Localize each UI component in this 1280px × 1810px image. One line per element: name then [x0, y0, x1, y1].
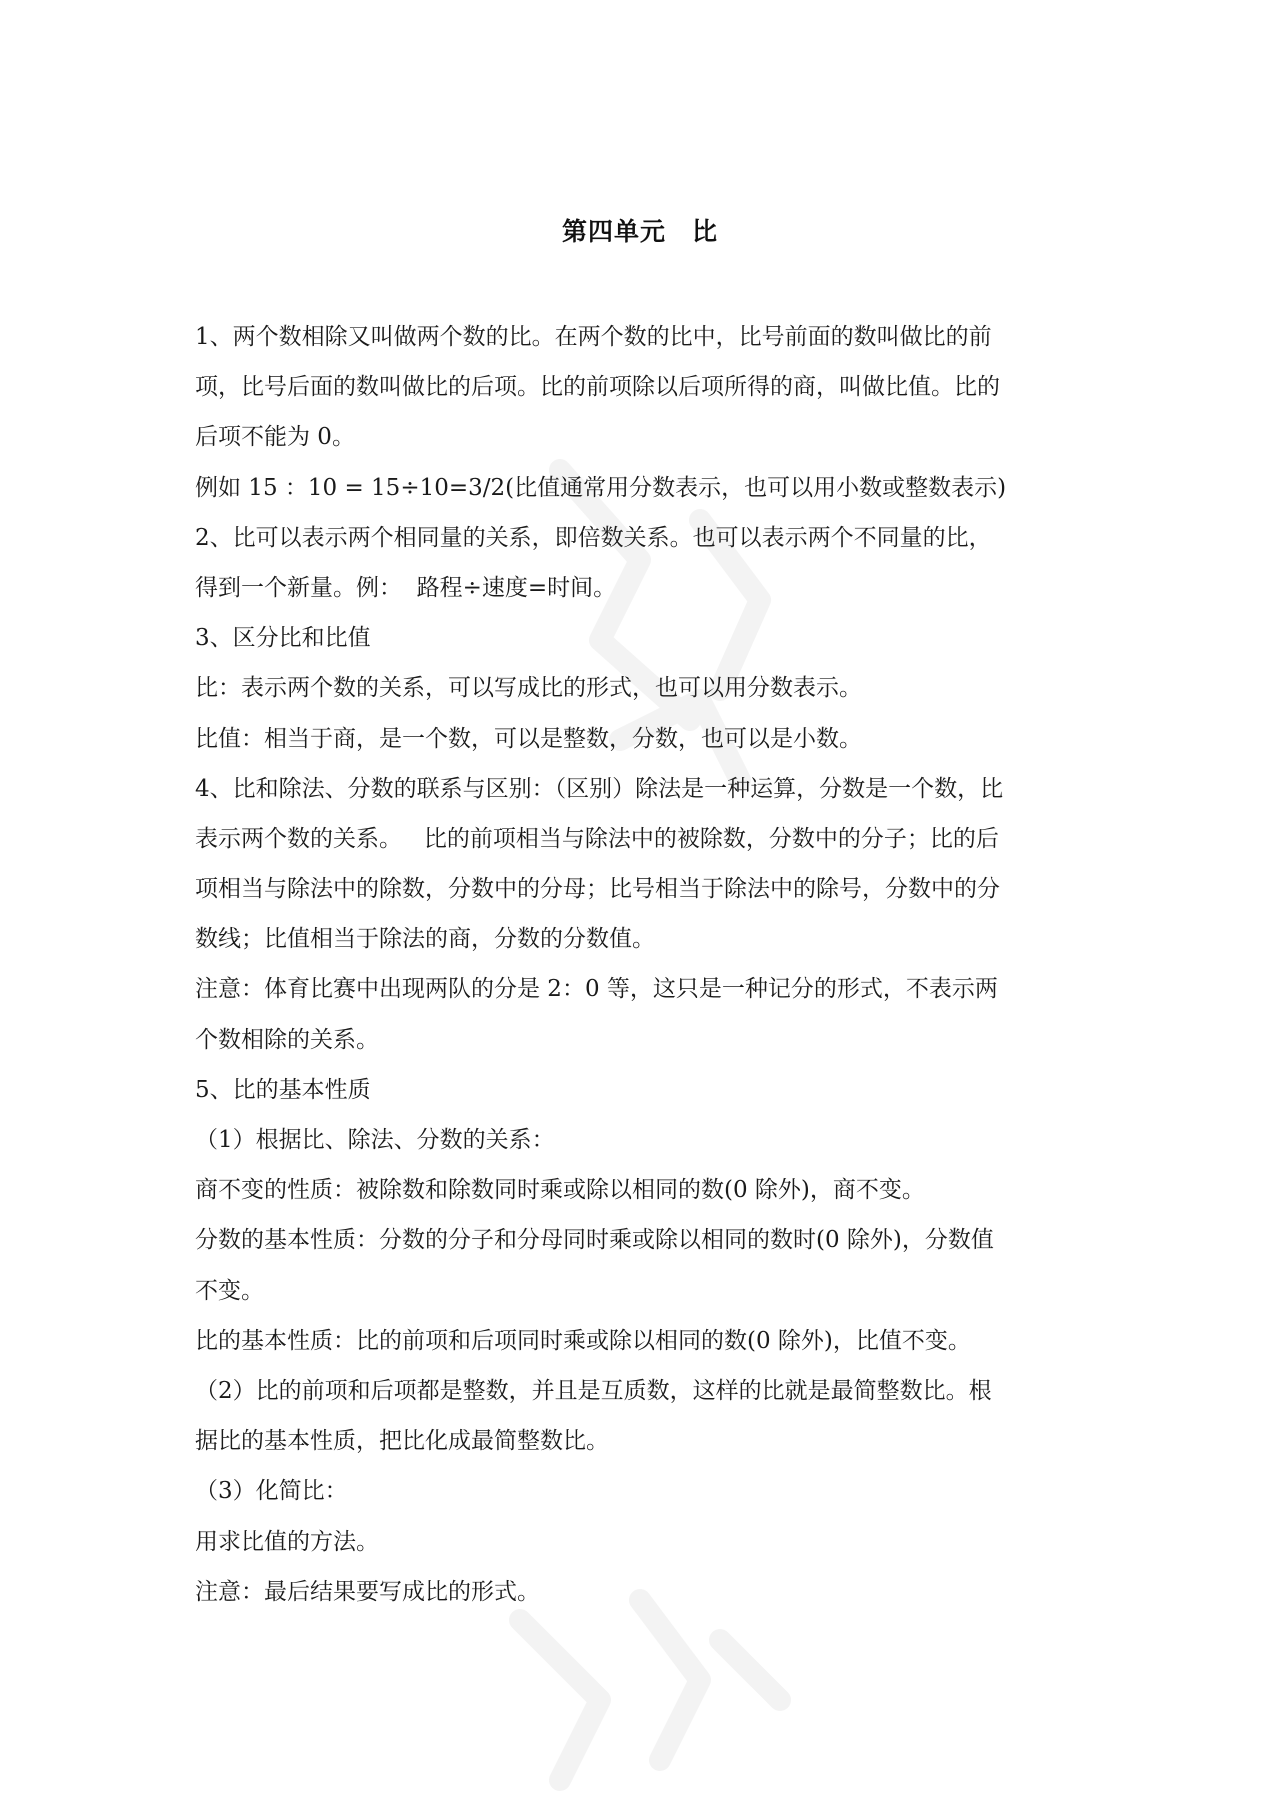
text-line: 例如 15 ：10 = 15÷10=3/2(比值通常用分数表示，也可以用小数或整数表示)	[195, 474, 1007, 501]
section-heading: 3、区分比和比值	[195, 625, 371, 652]
text-line: 2、比可以表示两个相同量的关系，即倍数关系。也可以表示两个不同量的比，	[195, 524, 992, 551]
text-line: 分数的基本性质：分数的分子和分母同时乘或除以相同的数时(0 除外)，分数值	[195, 1227, 994, 1254]
text-line: 项相当与除法中的除数，分数中的分母；比号相当于除法中的除号，分数中的分	[195, 876, 1000, 903]
text-line: 商不变的性质：被除数和除数同时乘或除以相同的数(0 除外)，商不变。	[195, 1177, 925, 1204]
text-line: 得到一个新量。例： 路程÷速度=时间。	[195, 574, 617, 601]
text-line: 注意：体育比赛中出现两队的分是 2：0 等，这只是一种记分的形式，不表示两	[195, 976, 998, 1003]
text-line: 比：表示两个数的关系，可以写成比的形式，也可以用分数表示。	[195, 675, 862, 702]
text-line: 据比的基本性质，把比化成最简整数比。	[195, 1428, 609, 1455]
text-line: 比值：相当于商，是一个数，可以是整数，分数，也可以是小数。	[195, 725, 862, 752]
text-line: 数线；比值相当于除法的商，分数的分数值。	[195, 926, 655, 953]
text-line: 不变。	[195, 1277, 264, 1304]
section-heading: 5、比的基本性质	[195, 1076, 371, 1103]
text-line: 后项不能为 0。	[195, 424, 355, 451]
text-line: （1）根据比、除法、分数的关系：	[195, 1127, 555, 1153]
text-line: （3）化简比：	[195, 1478, 348, 1505]
text-line: 用求比值的方法。	[195, 1528, 379, 1555]
text-line: 比的基本性质：比的前项和后项同时乘或除以相同的数(0 除外)，比值不变。	[195, 1327, 971, 1354]
text-line: 个数相除的关系。	[195, 1026, 379, 1053]
document-body	[195, 312, 1095, 1617]
text-line: 4、比和除法、分数的联系与区别：（区别）除法是一种运算，分数是一个数，比	[195, 775, 1004, 802]
page-title: 第四单元 比	[561, 217, 718, 246]
text-line: 表示两个数的关系。 比的前项相当与除法中的被除数，分数中的分子；比的后	[195, 825, 999, 852]
text-line: （2）比的前项和后项都是整数，并且是互质数，这样的比就是最简整数比。根	[195, 1377, 992, 1404]
text-line: 注意：最后结果要写成比的形式。	[195, 1578, 540, 1605]
text-line: 1、两个数相除又叫做两个数的比。在两个数的比中，比号前面的数叫做比的前	[195, 324, 992, 350]
text-line: 项，比号后面的数叫做比的后项。比的前项除以后项所得的商，叫做比值。比的	[195, 374, 1000, 401]
